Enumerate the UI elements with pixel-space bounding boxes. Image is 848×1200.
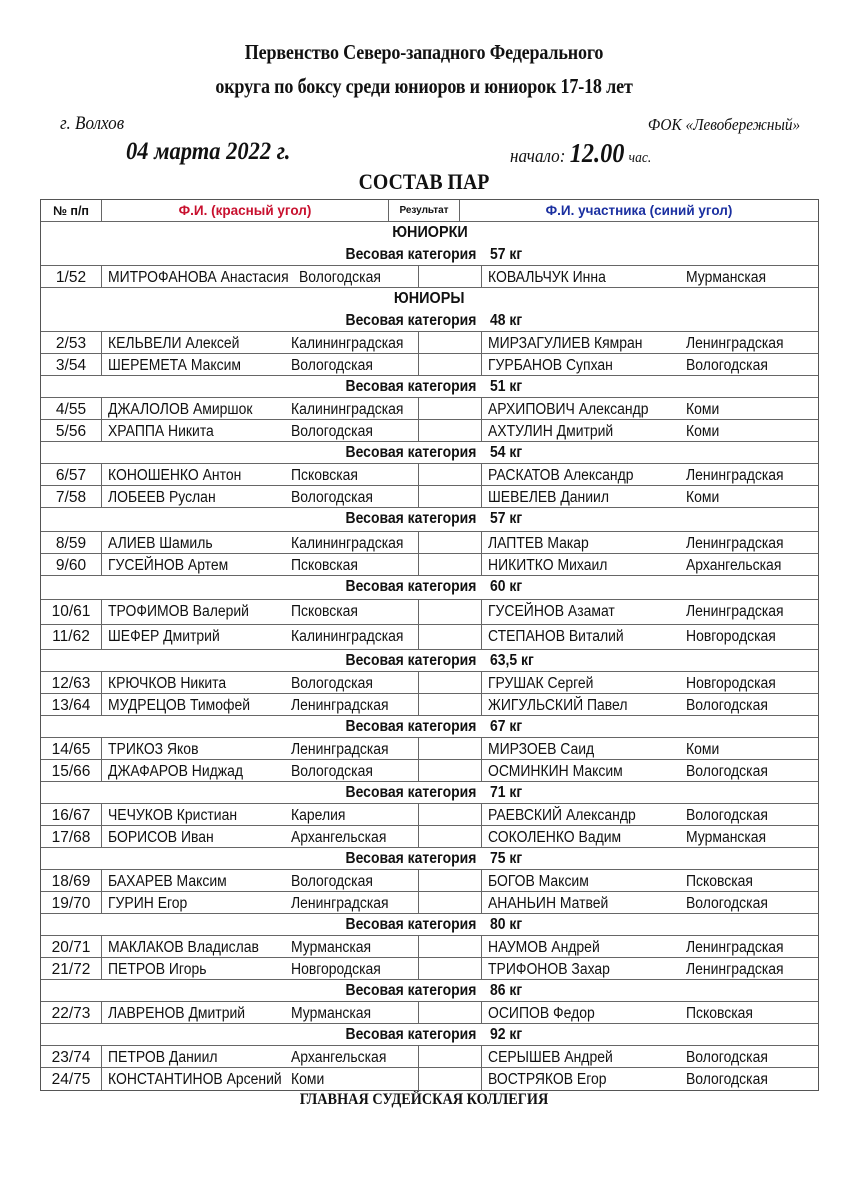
blue-boxer-name: ТРИФОНОВ Захар (488, 961, 610, 978)
red-boxer-name: ТРИКОЗ Яков (108, 741, 199, 758)
table-row (41, 804, 818, 826)
blue-boxer-name: РАСКАТОВ Александр (488, 467, 634, 484)
red-corner-cell (102, 354, 419, 375)
result-cell (419, 672, 482, 693)
weight-category-value: 80 кг (490, 916, 523, 933)
red-corner-cell (102, 266, 419, 287)
blue-boxer-name: МИРЗАГУЛИЕВ Кямран (488, 335, 643, 352)
weight-category-row (41, 508, 818, 532)
blue-boxer-region: Псковская (686, 1005, 753, 1022)
red-corner-cell (102, 694, 419, 715)
pairings-table (40, 199, 819, 1091)
red-boxer-region: Мурманская (291, 1005, 372, 1022)
bout-number: 20/71 (41, 936, 102, 957)
blue-boxer-name: ВОСТРЯКОВ Егор (488, 1071, 607, 1088)
result-cell (419, 738, 482, 759)
weight-category-label: Весовая категория (345, 378, 476, 395)
red-boxer-name: МАКЛАКОВ Владислав (108, 939, 259, 956)
bout-number: 23/74 (41, 1046, 102, 1067)
weight-category-row (41, 650, 818, 672)
red-boxer-region: Ленинградская (291, 895, 389, 912)
red-boxer-name: БАХАРЕВ Максим (108, 873, 227, 890)
red-corner-cell (102, 936, 419, 957)
red-corner-cell (102, 760, 419, 781)
red-boxer-name: БОРИСОВ Иван (108, 829, 214, 846)
red-corner-cell (102, 532, 419, 553)
blue-boxer-region: Мурманская (686, 269, 767, 286)
result-cell (419, 398, 482, 419)
weight-category-value: 48 кг (490, 312, 523, 329)
blue-boxer-region: Псковская (686, 873, 753, 890)
red-boxer-region: Коми (291, 1071, 325, 1088)
city: г. Волхов (60, 113, 125, 134)
blue-boxer-name: ШЕВЕЛЕВ Даниил (488, 489, 609, 506)
red-boxer-name: ГУСЕЙНОВ Артем (108, 557, 229, 574)
blue-boxer-region: Вологодская (686, 1049, 768, 1066)
blue-boxer-region: Новгородская (686, 675, 776, 692)
table-row (41, 1002, 818, 1024)
blue-boxer-region: Коми (686, 741, 720, 758)
weight-category-row (41, 782, 818, 804)
weight-category-row (41, 1024, 818, 1046)
red-boxer-region: Псковская (291, 467, 358, 484)
red-boxer-name: ДЖАЛОЛОВ Амиршок (108, 401, 253, 418)
blue-boxer-region: Коми (686, 423, 720, 440)
blue-corner-cell (482, 826, 818, 847)
red-corner-cell (102, 398, 419, 419)
result-cell (419, 804, 482, 825)
weight-category-value: 54 кг (490, 444, 523, 461)
table-row (41, 826, 818, 848)
weight-category-label: Весовая категория (345, 1026, 476, 1043)
blue-corner-cell (482, 354, 818, 375)
blue-corner-cell (482, 532, 818, 553)
bout-number: 16/67 (41, 804, 102, 825)
red-boxer-region: Архангельская (291, 1049, 387, 1066)
start-time-line (510, 138, 651, 169)
group-heading (41, 288, 818, 310)
table-row (41, 554, 818, 576)
blue-boxer-name: ОСИПОВ Федор (488, 1005, 595, 1022)
blue-boxer-name: ГУРБАНОВ Супхан (488, 357, 613, 374)
blue-corner-cell (482, 672, 818, 693)
red-boxer-region: Вологодская (291, 763, 373, 780)
blue-corner-cell (482, 554, 818, 575)
weight-category-label: Весовая категория (345, 578, 476, 595)
blue-boxer-region: Ленинградская (686, 939, 784, 956)
red-boxer-region: Архангельская (291, 829, 387, 846)
blue-boxer-region: Коми (686, 489, 720, 506)
bout-number: 24/75 (41, 1068, 102, 1090)
table-row (41, 1046, 818, 1068)
table-body (41, 222, 818, 1090)
blue-boxer-region: Вологодская (686, 1071, 768, 1088)
result-cell (419, 870, 482, 891)
table-row (41, 398, 818, 420)
table-row (41, 266, 818, 288)
column-header-red-corner: Ф.И. (красный угол) (102, 200, 389, 221)
blue-boxer-name: АХТУЛИН Дмитрий (488, 423, 614, 440)
weight-category-row (41, 576, 818, 600)
blue-corner-cell (482, 760, 818, 781)
red-corner-cell (102, 870, 419, 891)
result-cell (419, 826, 482, 847)
red-boxer-region: Новгородская (291, 961, 381, 978)
bout-number: 7/58 (41, 486, 102, 507)
weight-category-label: Весовая категория (345, 444, 476, 461)
result-cell (419, 694, 482, 715)
blue-corner-cell (482, 625, 818, 649)
blue-corner-cell (482, 1046, 818, 1067)
bout-number: 12/63 (41, 672, 102, 693)
blue-boxer-name: КОВАЛЬЧУК Инна (488, 269, 606, 286)
result-cell (419, 332, 482, 353)
red-boxer-region: Псковская (291, 603, 358, 620)
column-header-num: № п/п (41, 200, 102, 221)
red-boxer-name: КОНСТАНТИНОВ Арсений (108, 1071, 282, 1088)
red-boxer-region: Калининградская (291, 535, 404, 552)
blue-boxer-name: АРХИПОВИЧ Александр (488, 401, 649, 418)
bout-number: 19/70 (41, 892, 102, 913)
blue-corner-cell (482, 694, 818, 715)
table-row (41, 958, 818, 980)
bout-number: 22/73 (41, 1002, 102, 1023)
table-row (41, 625, 818, 650)
red-corner-cell (102, 332, 419, 353)
start-label: начало: (510, 146, 566, 167)
red-corner-cell (102, 486, 419, 507)
blue-boxer-name: СЕРЫШЕВ Андрей (488, 1049, 613, 1066)
weight-category-label: Весовая категория (345, 312, 476, 329)
bout-number: 18/69 (41, 870, 102, 891)
weight-category-value: 67 кг (490, 718, 523, 735)
blue-corner-cell (482, 486, 818, 507)
blue-boxer-region: Ленинградская (686, 535, 784, 552)
weight-category-row (41, 914, 818, 936)
table-row (41, 936, 818, 958)
blue-boxer-region: Новгородская (686, 628, 776, 645)
venue: ФОК «Левобережный» (647, 115, 800, 134)
blue-corner-cell (482, 398, 818, 419)
blue-corner-cell (482, 738, 818, 759)
bout-number: 15/66 (41, 760, 102, 781)
blue-boxer-name: СОКОЛЕНКО Вадим (488, 829, 622, 846)
red-boxer-name: ШЕФЕР Дмитрий (108, 628, 220, 645)
red-boxer-region: Калининградская (291, 401, 404, 418)
table-row (41, 464, 818, 486)
weight-category-value: 60 кг (490, 578, 523, 595)
red-corner-cell (102, 600, 419, 624)
group-heading-label: ЮНИОРКИ (391, 224, 468, 241)
document-title-line1: Первенство Северо-западного Федерального (244, 40, 604, 64)
blue-boxer-name: НАУМОВ Андрей (488, 939, 600, 956)
weight-category-label: Весовая категория (345, 652, 476, 669)
table-header-row (41, 200, 818, 222)
blue-boxer-region: Вологодская (686, 763, 768, 780)
red-boxer-name: АЛИЕВ Шамиль (108, 535, 213, 552)
result-cell (419, 625, 482, 649)
blue-corner-cell (482, 420, 818, 441)
weight-category-row (41, 716, 818, 738)
blue-boxer-region: Ленинградская (686, 961, 784, 978)
table-row (41, 486, 818, 508)
table-row (41, 694, 818, 716)
red-corner-cell (102, 892, 419, 913)
red-boxer-name: ШЕРЕМЕТА Максим (108, 357, 242, 374)
red-corner-cell (102, 826, 419, 847)
result-cell (419, 600, 482, 624)
bout-number: 10/61 (41, 600, 102, 624)
red-boxer-name: ДЖАФАРОВ Ниджад (108, 763, 244, 780)
blue-corner-cell (482, 804, 818, 825)
bout-number: 1/52 (41, 266, 102, 287)
weight-category-value: 63,5 кг (490, 652, 534, 669)
blue-corner-cell (482, 1002, 818, 1023)
weight-category-row (41, 244, 818, 266)
weight-category-label: Весовая категория (345, 850, 476, 867)
blue-boxer-region: Архангельская (686, 557, 782, 574)
column-header-result: Результат (389, 200, 460, 221)
blue-boxer-name: ЛАПТЕВ Макар (488, 535, 589, 552)
table-row (41, 870, 818, 892)
result-cell (419, 532, 482, 553)
result-cell (419, 464, 482, 485)
bout-number: 2/53 (41, 332, 102, 353)
bout-number: 9/60 (41, 554, 102, 575)
result-cell (419, 420, 482, 441)
blue-boxer-region: Ленинградская (686, 603, 784, 620)
blue-boxer-region: Коми (686, 401, 720, 418)
result-cell (419, 1068, 482, 1090)
blue-corner-cell (482, 936, 818, 957)
red-boxer-name: КЕЛЬВЕЛИ Алексей (108, 335, 240, 352)
weight-category-value: 71 кг (490, 784, 523, 801)
result-cell (419, 958, 482, 979)
red-corner-cell (102, 738, 419, 759)
red-corner-cell (102, 420, 419, 441)
bout-number: 21/72 (41, 958, 102, 979)
weight-category-row (41, 442, 818, 464)
weight-category-value: 86 кг (490, 982, 523, 999)
table-row (41, 892, 818, 914)
red-corner-cell (102, 1046, 419, 1067)
weight-category-row (41, 848, 818, 870)
red-boxer-name: ТРОФИМОВ Валерий (108, 603, 249, 620)
start-unit: час. (628, 150, 652, 166)
bout-number: 17/68 (41, 826, 102, 847)
red-corner-cell (102, 672, 419, 693)
table-row (41, 532, 818, 554)
result-cell (419, 354, 482, 375)
red-boxer-region: Вологодская (291, 873, 373, 890)
table-row (41, 354, 818, 376)
red-boxer-name: ПЕТРОВ Игорь (108, 961, 207, 978)
blue-boxer-name: ГРУШАК Сергей (488, 675, 594, 692)
red-boxer-region: Калининградская (291, 628, 404, 645)
blue-boxer-region: Вологодская (686, 895, 768, 912)
bout-number: 13/64 (41, 694, 102, 715)
weight-category-value: 51 кг (490, 378, 523, 395)
red-boxer-name: ГУРИН Егор (108, 895, 188, 912)
blue-boxer-region: Мурманская (686, 829, 767, 846)
blue-boxer-name: ГУСЕЙНОВ Азамат (488, 603, 615, 620)
red-boxer-region: Калининградская (291, 335, 404, 352)
signature: ГЛАВНАЯ СУДЕЙСКАЯ КОЛЛЕГИЯ (299, 1091, 549, 1108)
blue-boxer-region: Ленинградская (686, 335, 784, 352)
red-boxer-name: ЛОБЕЕВ Руслан (108, 489, 216, 506)
red-corner-cell (102, 625, 419, 649)
blue-boxer-name: ЖИГУЛЬСКИЙ Павел (488, 697, 628, 714)
blue-boxer-name: НИКИТКО Михаил (488, 557, 608, 574)
blue-boxer-region: Вологодская (686, 357, 768, 374)
red-boxer-name: ПЕТРОВ Даниил (108, 1049, 218, 1066)
red-corner-cell (102, 1068, 419, 1090)
red-corner-cell (102, 804, 419, 825)
red-corner-cell (102, 554, 419, 575)
red-boxer-region: Ленинградская (291, 697, 389, 714)
red-boxer-region: Вологодская (291, 423, 373, 440)
weight-category-label: Весовая категория (345, 510, 476, 527)
result-cell (419, 936, 482, 957)
blue-boxer-region: Ленинградская (686, 467, 784, 484)
weight-category-label: Весовая категория (345, 784, 476, 801)
blue-corner-cell (482, 332, 818, 353)
weight-category-label: Весовая категория (345, 246, 476, 263)
bout-number: 4/55 (41, 398, 102, 419)
blue-boxer-name: ОСМИНКИН Максим (488, 763, 623, 780)
document-title-line2: округа по боксу среди юниоров и юниорок 17-18 лет (215, 74, 633, 98)
weight-category-row (41, 310, 818, 332)
start-time: 12.00 (569, 138, 625, 168)
weight-category-row (41, 376, 818, 398)
weight-category-label: Весовая категория (345, 916, 476, 933)
red-boxer-region: Вологодская (291, 489, 373, 506)
bout-number: 3/54 (41, 354, 102, 375)
red-boxer-name: КОНОШЕНКО Антон (108, 467, 242, 484)
blue-corner-cell (482, 266, 818, 287)
event-date: 04 марта 2022 г. (126, 138, 291, 165)
table-row (41, 760, 818, 782)
weight-category-label: Весовая категория (345, 718, 476, 735)
blue-boxer-name: РАЕВСКИЙ Александр (488, 807, 636, 824)
red-corner-cell (102, 464, 419, 485)
result-cell (419, 486, 482, 507)
red-corner-cell (102, 958, 419, 979)
section-title: СОСТАВ ПАР (358, 169, 490, 194)
blue-boxer-region: Вологодская (686, 697, 768, 714)
blue-corner-cell (482, 870, 818, 891)
blue-corner-cell (482, 958, 818, 979)
red-boxer-name: МИТРОФАНОВА Анастасия (108, 269, 289, 286)
red-boxer-region: Вологодская (291, 357, 373, 374)
weight-category-label: Весовая категория (345, 982, 476, 999)
red-corner-cell (102, 1002, 419, 1023)
red-boxer-region: Вологодская (299, 269, 381, 286)
red-boxer-region: Вологодская (291, 675, 373, 692)
red-boxer-region: Ленинградская (291, 741, 389, 758)
result-cell (419, 1046, 482, 1067)
result-cell (419, 892, 482, 913)
bout-number: 5/56 (41, 420, 102, 441)
group-heading (41, 222, 818, 244)
result-cell (419, 760, 482, 781)
blue-corner-cell (482, 1068, 818, 1090)
blue-corner-cell (482, 892, 818, 913)
blue-boxer-name: БОГОВ Максим (488, 873, 589, 890)
table-row (41, 332, 818, 354)
red-boxer-name: МУДРЕЦОВ Тимофей (108, 697, 251, 714)
result-cell (419, 1002, 482, 1023)
red-boxer-region: Мурманская (291, 939, 372, 956)
red-boxer-name: ХРАППА Никита (108, 423, 214, 440)
red-boxer-name: ЧЕЧУКОВ Кристиан (108, 807, 238, 824)
table-row (41, 672, 818, 694)
table-row (41, 600, 818, 625)
result-cell (419, 266, 482, 287)
red-boxer-name: КРЮЧКОВ Никита (108, 675, 227, 692)
column-header-blue-corner: Ф.И. участника (синий угол) (545, 203, 733, 218)
table-row (41, 1068, 818, 1090)
weight-category-value: 57 кг (490, 246, 523, 263)
bout-number: 14/65 (41, 738, 102, 759)
bout-number: 8/59 (41, 532, 102, 553)
weight-category-value: 75 кг (490, 850, 523, 867)
weight-category-row (41, 980, 818, 1002)
blue-boxer-name: МИРЗОЕВ Саид (488, 741, 595, 758)
table-row (41, 738, 818, 760)
red-boxer-region: Псковская (291, 557, 358, 574)
blue-boxer-region: Вологодская (686, 807, 768, 824)
red-boxer-region: Карелия (291, 807, 346, 824)
blue-corner-cell (482, 464, 818, 485)
weight-category-value: 57 кг (490, 510, 523, 527)
blue-boxer-name: АНАНЬИН Матвей (488, 895, 609, 912)
result-cell (419, 554, 482, 575)
bout-number: 11/62 (41, 625, 102, 649)
weight-category-value: 92 кг (490, 1026, 523, 1043)
table-row (41, 420, 818, 442)
blue-corner-cell (482, 600, 818, 624)
group-heading-label: ЮНИОРЫ (394, 290, 465, 307)
red-boxer-name: ЛАВРЕНОВ Дмитрий (108, 1005, 246, 1022)
blue-boxer-name: СТЕПАНОВ Виталий (488, 628, 624, 645)
bout-number: 6/57 (41, 464, 102, 485)
